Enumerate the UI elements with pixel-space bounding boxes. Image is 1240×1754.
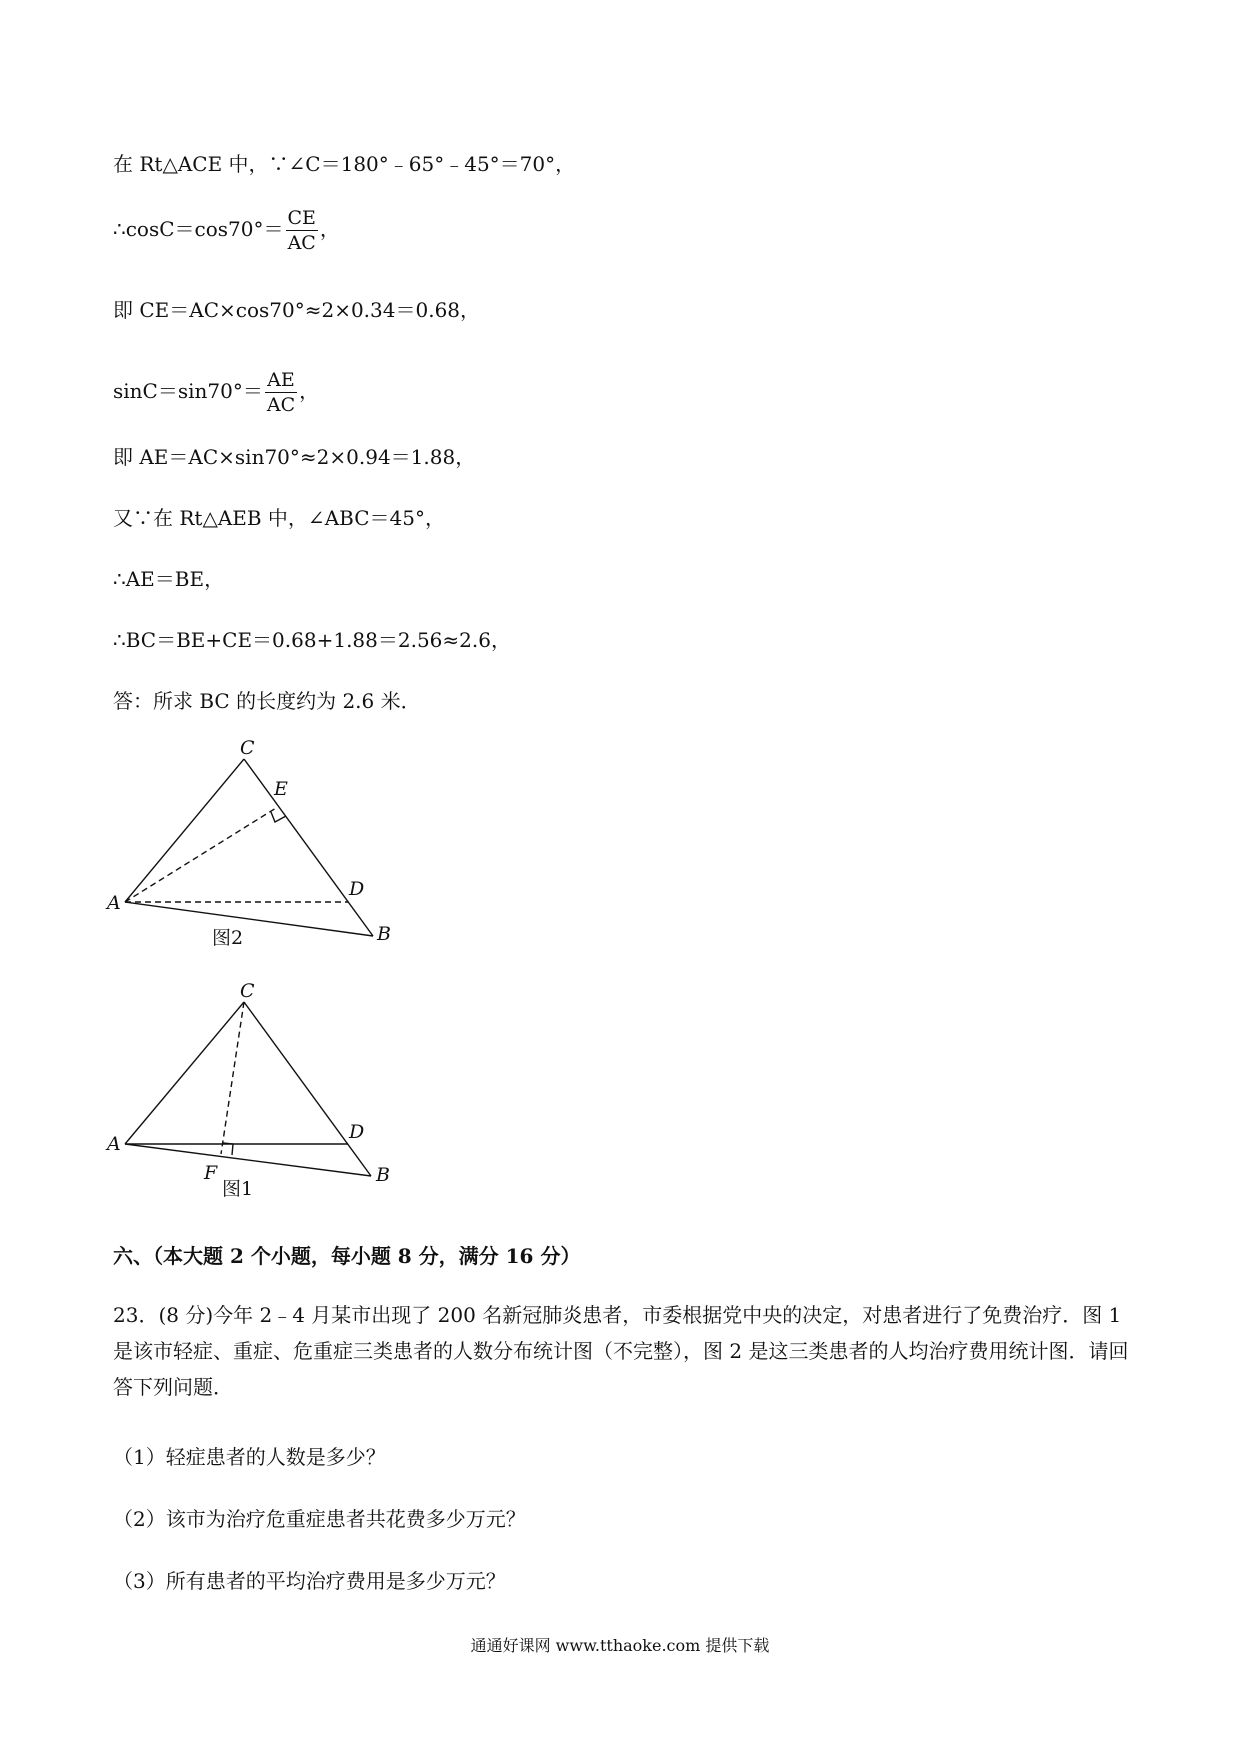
segment-ab: [125, 1144, 371, 1176]
fraction-numerator: AE: [265, 368, 297, 393]
fraction-numerator: CE: [287, 207, 316, 229]
solution-line-5: 即 AE＝AC×sin70°≈2×0.94＝1.88，: [113, 445, 476, 469]
page-footer: 通通好课网 www.tthaoke.com 提供下载: [470, 1636, 770, 1655]
segment-ab: [125, 902, 373, 936]
label-c: C: [240, 980, 255, 1002]
segment-cb: [244, 1002, 371, 1176]
figure-2-caption: 图2: [212, 927, 244, 949]
figure-1: [105, 980, 425, 1214]
label-c: C: [240, 737, 255, 759]
segment-ae-dashed: [125, 808, 276, 902]
figure-2: [105, 735, 425, 959]
label-a: A: [107, 1133, 121, 1155]
solution-line-2-prefix: ∴cosC＝cos70°＝: [113, 217, 284, 241]
solution-line-9: 答：所求 BC 的长度约为 2.6 米．: [113, 689, 421, 713]
label-d: D: [349, 878, 365, 900]
question-23-part-3: （3）所有患者的平均治疗费用是多少万元？: [113, 1569, 506, 1593]
segment-ac: [125, 759, 244, 902]
label-b: B: [377, 923, 391, 945]
label-b: B: [376, 1164, 390, 1186]
solution-line-2-suffix: ，: [319, 217, 340, 241]
solution-line-4-prefix: sinC＝sin70°＝: [113, 379, 263, 403]
solution-line-6: 又∵在 Rt△AEB 中，∠ABC＝45°，: [113, 506, 445, 530]
label-d: D: [349, 1121, 365, 1143]
question-23-intro: 23．(8 分)今年 2﹣4 月某市出现了 200 名新冠肺炎患者，市委根据党中央的决定，对患者进行了免费治疗．图 1 是该市轻症、重症、危重症三类患者的人数分布统计图（不完整），图 2 是这三类患者的人均治疗费用统计图．请回答下列问题．: [113, 1303, 1129, 1399]
label-f: F: [204, 1162, 218, 1184]
label-a: A: [107, 892, 121, 914]
solution-line-2: [113, 206, 340, 255]
solution-line-4: [113, 368, 319, 417]
solution-line-4-suffix: ，: [299, 379, 320, 403]
fraction-ce-ac: [286, 206, 318, 255]
solution-line-7: ∴AE＝BE，: [113, 567, 225, 591]
fraction-denominator: AC: [287, 232, 316, 254]
solution-line-1: 在 Rt△ACE 中，∵∠C＝180°﹣65°﹣45°＝70°，: [113, 152, 576, 176]
right-angle-marker-f: [223, 1143, 233, 1155]
section-heading: 六、（本大题 2 个小题，每小题 8 分，满分 16 分）: [113, 1244, 581, 1268]
figure-1-caption: 图1: [222, 1178, 254, 1200]
solution-line-3: 即 CE＝AC×cos70°≈2×0.34＝0.68，: [113, 298, 481, 322]
question-23-part-2: （2）该市为治疗危重症患者共花费多少万元？: [113, 1507, 526, 1531]
fraction-ae-ac: [265, 368, 297, 417]
solution-line-8: ∴BC＝BE+CE＝0.68+1.88＝2.56≈2.6，: [113, 628, 511, 652]
fraction-denominator: AC: [266, 394, 296, 416]
label-e: E: [274, 778, 288, 800]
question-23-part-1: （1）轻症患者的人数是多少？: [113, 1445, 386, 1469]
segment-cb: [244, 759, 373, 936]
